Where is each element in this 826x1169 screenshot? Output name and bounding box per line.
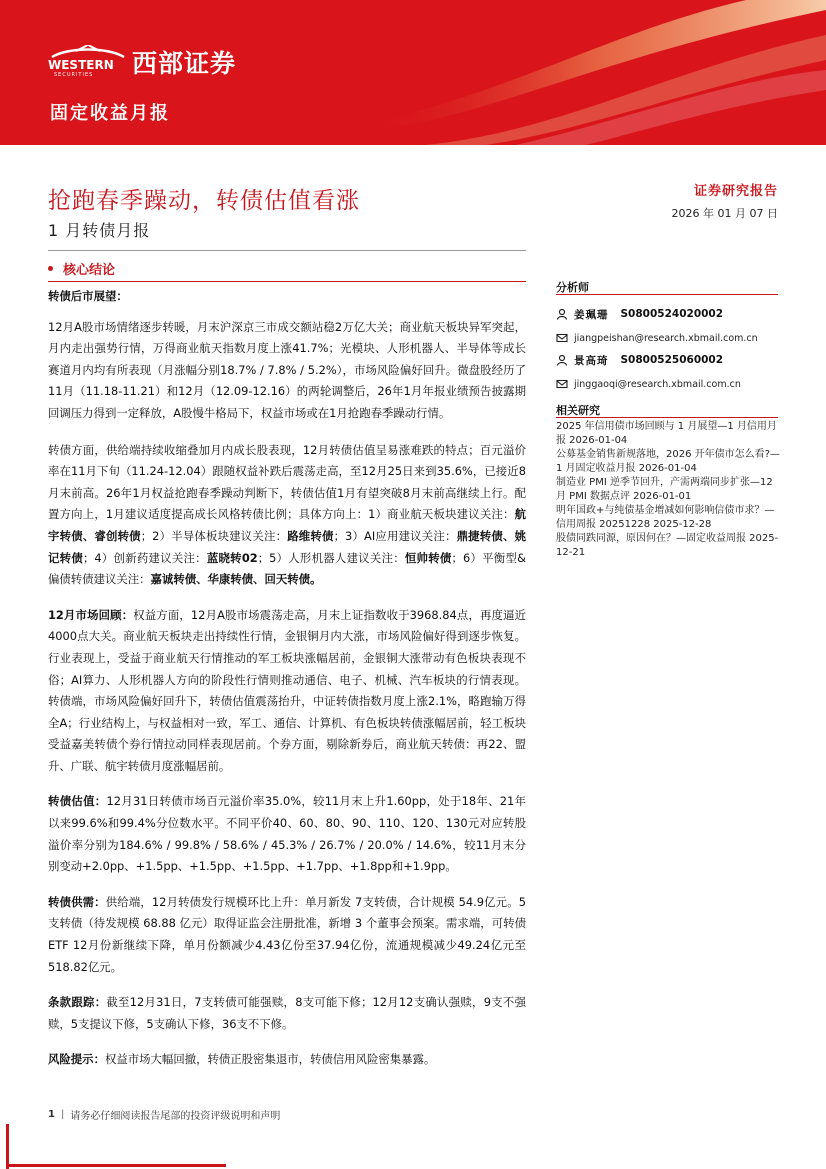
- paragraph-december-review: [48, 605, 526, 778]
- report-date: 2026 年 01 月 07 日: [671, 207, 778, 220]
- logo-mark: [48, 44, 128, 80]
- corner-decoration-horizontal: [6, 1164, 226, 1167]
- paragraph-text: 12月A股市场情绪逐步转暖，月末沪深京三市成交额站稳2万亿大关；商业航天板块异军突起，月内走出强势行情，万得商业航天指数月度上涨41.7%；光模块、人形机器人、半导体等成长赛道月内均有所表现（月涨幅分别18.7% / 7.8% / 5.2%），市场风险偏好回升。微盘股经历了11月（11.18-11.21）和12月（12.09-12.16）的两轮调整后，26年1月年报业绩预告披露期回调压力得到一定释放，A股慢牛格局下，权益市场或在1月抢跑春季躁动行情。: [48, 319, 526, 420]
- person-icon: [556, 354, 568, 366]
- rich-text: ；6）平衡型&偏债转债建议关注：: [48, 550, 526, 587]
- analyst-card: [556, 351, 778, 393]
- analyst-license-id: S0800525060002: [620, 354, 724, 366]
- footer-separator: |: [60, 1109, 65, 1120]
- analyst-heading: 分析师: [556, 281, 589, 294]
- rec-aerospace: 航宇转债、睿创转债: [48, 507, 526, 543]
- related-research-item[interactable]: 股债同跌同源，原因何在？—固定收益周报 2025-12-21: [556, 533, 779, 558]
- paragraph-lead: 风险提示：: [48, 1052, 105, 1067]
- paragraph-outlook-heading: [48, 286, 526, 308]
- paragraph-text: 供给端，12月转债发行规模环比上升：单月新发 7支转债，合计规模 54.9亿元。5支转债（待发规模 68.88 亿元）取得证监会注册批准，新增 3 个董事会预案。需求端，可转债ETF 12月份新继续下降，单月份额减少4.43亿份至37.94亿份，流通规模减少49.24亿元至518.82亿元。: [48, 894, 526, 974]
- related-research-list: [556, 420, 780, 560]
- company-logo: [48, 44, 236, 80]
- core-divider: [48, 281, 526, 282]
- rec-ai: 鼎捷转债、姚记转债: [48, 528, 526, 565]
- title-divider: [48, 250, 526, 251]
- paragraph-lead: 转债估值：: [48, 794, 107, 809]
- rec-innovative-drug: 蓝晓转02: [206, 550, 258, 565]
- paragraph-text: 权益市场大幅回撤，转债正股密集退市，转债信用风险密集暴露。: [104, 1052, 436, 1067]
- related-divider: [556, 417, 778, 418]
- body-column: [48, 283, 526, 1071]
- rec-balanced: 嘉诚转债、华康转债、回天转债。: [150, 572, 322, 587]
- analyst-license-id: S0800524020002: [620, 308, 724, 320]
- analyst-divider: [556, 294, 778, 295]
- logo-chinese: 西部证券: [132, 49, 237, 78]
- paragraph-risk: [48, 1049, 526, 1071]
- core-conclusion-heading: [48, 259, 115, 278]
- paragraph-outlook: [48, 317, 526, 425]
- corner-decoration-vertical: [6, 1124, 9, 1169]
- paragraph-text: 截至12月31日，7支转债可能强赎，8支可能下修；12月12支确认强赎，9支不强赎，5支提议下修，5支确认下修，36支不下修。: [48, 995, 526, 1031]
- bullet-icon: [48, 266, 53, 271]
- paragraph-supply-demand: [48, 892, 526, 978]
- related-research-item[interactable]: 2025 年信用债市场回顾与 1 月展望—1 月信用月报 2026-01-04: [556, 421, 777, 446]
- paragraph-text: 转债方面，供给端持续收缩叠加月内成长股表现，12月转债估值呈易涨难跌的特点；百元溢价率在11月下旬（11.24-12.04）跟随权益补跌后震荡走高，至12月25日来到35.6%，已接近8月末前高。26年1月权益抢跑春季躁动判断下，转债估值1月有望突破8月末前高继续上行。配置方向上，1月建议适度提高成长风格转债比例；具体方向上：1）商业航天板块建议关注：: [48, 442, 526, 522]
- analyst-name-row: [556, 351, 778, 369]
- analyst-email-row: [556, 375, 778, 393]
- header-band: [0, 0, 826, 145]
- analyst-name-row: [556, 305, 778, 323]
- paragraph-lead: 转债后市展望：: [48, 289, 128, 303]
- paragraph-lead: 转债供需：: [48, 894, 106, 909]
- rec-semiconductor: 路维转债: [287, 528, 334, 543]
- report-subtitle: 1 月转债月报: [48, 221, 151, 240]
- logo-arc-icon: [48, 45, 128, 59]
- analyst-email[interactable]: jinggaoqi@research.xbmail.com.cn: [574, 378, 741, 390]
- person-icon: [556, 308, 568, 320]
- logo-english-sub: SECURITIES: [54, 72, 94, 78]
- rich-text: ；5）人形机器人建议关注：: [257, 550, 405, 565]
- paragraph-lead: 条款跟踪：: [48, 995, 107, 1010]
- rich-text: ；3）AI应用建议关注：: [333, 528, 457, 543]
- mail-icon: [556, 378, 568, 390]
- analyst-email[interactable]: jiangpeishan@research.xbmail.com.cn: [574, 332, 758, 344]
- rich-text: ；2）半导体板块建议关注：: [140, 528, 288, 543]
- related-research-item[interactable]: 明年国政+与纯债基金增减如何影响信债市求？—信用周报 20251228 2025-12-28: [556, 505, 775, 530]
- rich-text: ；4）创新药建议关注：: [82, 550, 207, 565]
- mail-icon: [556, 332, 568, 344]
- report-title: 抢跑春季躁动，转债估值看涨: [48, 188, 360, 214]
- report-kind: 证券研究报告: [693, 184, 778, 199]
- paragraph-text: 12月31日转债市场百元溢价率35.0%，较11月末上升1.60pp，处于18年、21年以来99.6%和99.4%分位数水平。不同平价40、60、80、90、110、120、130元对应转股溢价率分别为184.6% / 99.8% / 58.6% / 45.3% / 26.7% / 20.0% / 14.6%，较11月末分别变动+2.0pp、+1.5pp、+1.5pp、+1.5pp、+1.7pp、+1.8pp和+1.9pp。: [48, 794, 526, 874]
- page-number: 1: [48, 1109, 55, 1120]
- related-research-heading: 相关研究: [556, 404, 600, 417]
- footer-disclaimer: 请务必仔细阅读报告尾部的投资评级说明和声明: [70, 1111, 281, 1122]
- related-research-item[interactable]: 制造业 PMI 逆季节回升，产需两端同步扩张—12 月 PMI 数据点评 2026-01-01: [556, 477, 773, 502]
- page-footer: [48, 1107, 280, 1122]
- report-type: 固定收益月报: [50, 103, 170, 124]
- paragraph-valuation: [48, 791, 526, 877]
- header-swirl-graphic: [366, 0, 826, 145]
- core-heading-label: 核心结论: [63, 263, 116, 278]
- analyst-name: 景高琦: [574, 354, 609, 367]
- analyst-card: [556, 305, 778, 347]
- paragraph-clause-tracking: [48, 992, 526, 1035]
- logo-english: WESTERN: [48, 58, 114, 72]
- analyst-email-row: [556, 329, 778, 347]
- paragraph-lead: 12月市场回顾：: [48, 607, 134, 622]
- related-research-item[interactable]: 公募基金销售新规落地，2026 开年债市怎么看?—1 月固定收益月报 2026-01-04: [556, 449, 780, 474]
- paragraph-text: 权益方面，12月A股市场震荡走高，月末上证指数收于3968.84点，再度逼近4000点大关。商业航天板块走出持续性行情，金银铜月内大涨，市场风险偏好得到逐步恢复。行业表现上，受益于商业航天行情推动的军工板块涨幅居前，金银铜大涨带动有色板块表现不俗；AI算力、人形机器人方向的阶段性行情则推动通信、电子、机械、汽车板块的行情表现。转债端，市场风险偏好回升下，转债估值震荡抬升，中证转债指数月度上涨2.1%，略跑输万得全A；行业结构上，与权益相对一致，军工、通信、计算机、有色板块转债涨幅居前，轻工板块受益嘉美转债个券行情拉动同样表现居前。个券方面，剔除新券后，商业航天转债：再22、盟升、广联、航宇转债月度涨幅居前。: [48, 607, 526, 773]
- paragraph-cb-allocation: [48, 440, 526, 591]
- analyst-name: 姜珮珊: [574, 308, 609, 321]
- rec-robot: 恒帅转债: [404, 550, 452, 565]
